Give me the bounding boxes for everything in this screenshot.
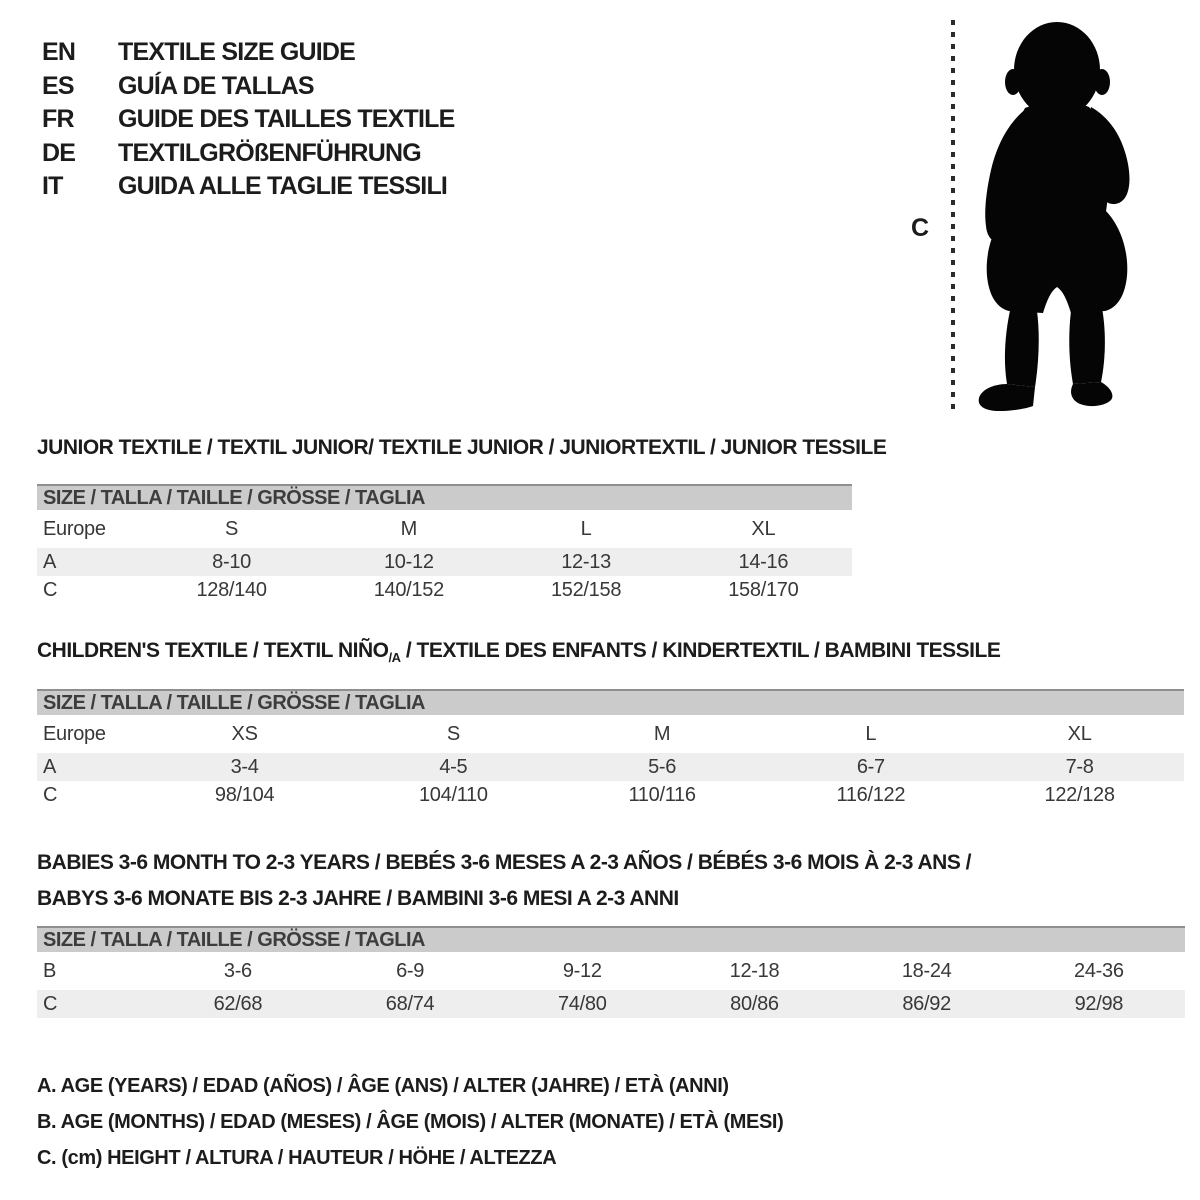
months-cell: 9-12: [562, 959, 602, 982]
babies-section-title: [37, 845, 971, 917]
language-row-en: [42, 36, 455, 70]
language-row-es: [42, 70, 455, 104]
language-title: TEXTILGRÖßENFÜHRUNG: [118, 138, 421, 167]
size-cell: XS: [231, 722, 258, 745]
row-label-cell: A: [43, 550, 57, 573]
months-cell: 6-9: [396, 959, 425, 982]
age-cell: 5-6: [648, 755, 677, 778]
age-cell: 8-10: [212, 550, 251, 573]
age-cell: 3-4: [230, 755, 259, 778]
size-cell: XL: [751, 517, 776, 540]
junior-size-header-bar: SIZE / TALLA / TAILLE / GRÖSSE / TAGLIA: [37, 484, 852, 510]
height-cell: 98/104: [214, 783, 275, 806]
babies-title-line2: BABYS 3-6 MONATE BIS 2-3 JAHRE / BAMBINI 3-6 MESI A 2-3 ANNI: [37, 887, 679, 910]
age-cell: 10-12: [383, 550, 434, 573]
children-title-prefix: CHILDREN'S TEXTILE / TEXTIL NIÑO: [37, 639, 389, 662]
toddler-silhouette-shape: [979, 22, 1130, 411]
height-cell: 86/92: [902, 992, 951, 1015]
row-label-cell: B: [43, 959, 57, 982]
language-title: TEXTILE SIZE GUIDE: [118, 38, 356, 66]
row-label-cell: Europe: [43, 517, 106, 540]
size-cell: S: [446, 722, 460, 745]
legend-line-height: C. (cm) HEIGHT / ALTURA / HAUTEUR / HÖHE / ALTEZZA: [37, 1147, 557, 1169]
table-row-height: [37, 781, 1184, 809]
age-cell: 7-8: [1065, 755, 1094, 778]
children-section-title: [37, 639, 1000, 670]
size-cell: L: [865, 722, 877, 745]
language-code: DE: [42, 138, 76, 167]
height-cell: 92/98: [1074, 992, 1124, 1015]
size-cell: L: [580, 517, 592, 540]
age-cell: 4-5: [439, 755, 468, 778]
table-row-height: [37, 990, 1185, 1018]
table-row-europe: [37, 510, 852, 548]
height-cell: 68/74: [385, 992, 435, 1015]
babies-size-table: [37, 926, 1185, 1018]
language-title: GUIDA ALLE TAGLIE TESSILI: [118, 172, 448, 200]
row-label-cell: C: [43, 992, 58, 1015]
height-cell: 128/140: [196, 578, 267, 601]
age-cell: 6-7: [856, 755, 885, 778]
size-cell: S: [225, 517, 239, 540]
children-size-header-bar: SIZE / TALLA / TAILLE / GRÖSSE / TAGLIA: [37, 689, 1184, 715]
row-label-cell: C: [43, 783, 58, 806]
row-label-cell: Europe: [43, 722, 106, 745]
table-row-europe: [37, 715, 1184, 753]
children-size-table: [37, 689, 1184, 809]
language-title-list: [42, 36, 455, 204]
figure-height-label: C: [911, 214, 930, 242]
height-cell: 116/122: [836, 783, 906, 806]
table-row-months: [37, 952, 1185, 990]
language-code: FR: [42, 105, 74, 133]
height-cell: 80/86: [730, 992, 779, 1015]
legend-line-age-months: B. AGE (MONTHS) / EDAD (MESES) / ÂGE (MOIS) / ALTER (MONATE) / ETÀ (MESI): [37, 1111, 784, 1133]
children-title-sub: /A: [388, 650, 401, 666]
months-cell: 18-24: [901, 959, 952, 982]
size-cell: M: [653, 722, 671, 745]
age-cell: 12-13: [561, 550, 611, 573]
language-code: IT: [42, 172, 63, 200]
toddler-figure: [905, 12, 1155, 422]
height-cell: 122/128: [1044, 783, 1115, 806]
row-label-cell: A: [43, 755, 57, 778]
toddler-silhouette-icon: [905, 12, 1155, 422]
height-cell: 110/116: [628, 783, 696, 806]
months-cell: 3-6: [223, 959, 252, 982]
language-row-de: [42, 137, 455, 171]
height-cell: 158/170: [728, 578, 799, 601]
junior-size-table: [37, 484, 852, 604]
language-code: ES: [42, 71, 74, 100]
height-cell: 152/158: [550, 578, 622, 601]
children-title-suffix: / TEXTILE DES ENFANTS / KINDERTEXTIL / BAMBINI TESSILE: [400, 639, 1001, 662]
size-cell: M: [400, 517, 417, 540]
babies-size-header-bar: SIZE / TALLA / TAILLE / GRÖSSE / TAGLIA: [37, 926, 1185, 952]
language-row-fr: [42, 103, 455, 137]
language-row-it: [42, 170, 455, 204]
table-row-age: [37, 548, 852, 576]
size-cell: XL: [1067, 722, 1092, 745]
language-title: GUÍA DE TALLAS: [118, 71, 314, 100]
height-cell: 62/68: [213, 992, 263, 1015]
junior-section-title: JUNIOR TEXTILE / TEXTIL JUNIOR/ TEXTILE JUNIOR / JUNIORTEXTIL / JUNIOR TESSILE: [37, 436, 887, 459]
height-cell: 74/80: [557, 992, 607, 1015]
height-cell: 104/110: [418, 783, 488, 806]
table-row-age: [37, 753, 1184, 781]
height-cell: 140/152: [373, 578, 444, 601]
language-title: GUIDE DES TAILLES TEXTILE: [118, 105, 455, 133]
months-cell: 12-18: [729, 959, 780, 982]
language-code: EN: [42, 38, 76, 66]
babies-title-line1: BABIES 3-6 MONTH TO 2-3 YEARS / BEBÉS 3-6 MESES A 2-3 AÑOS / BÉBÉS 3-6 MOIS À 2-3 ANS /: [37, 851, 972, 874]
age-cell: 14-16: [738, 550, 789, 573]
legend: [37, 1068, 783, 1176]
months-cell: 24-36: [1074, 959, 1124, 982]
legend-line-age-years: A. AGE (YEARS) / EDAD (AÑOS) / ÂGE (ANS) / ALTER (JAHRE) / ETÀ (ANNI): [37, 1075, 729, 1097]
row-label-cell: C: [43, 578, 58, 601]
table-row-height: [37, 576, 852, 604]
